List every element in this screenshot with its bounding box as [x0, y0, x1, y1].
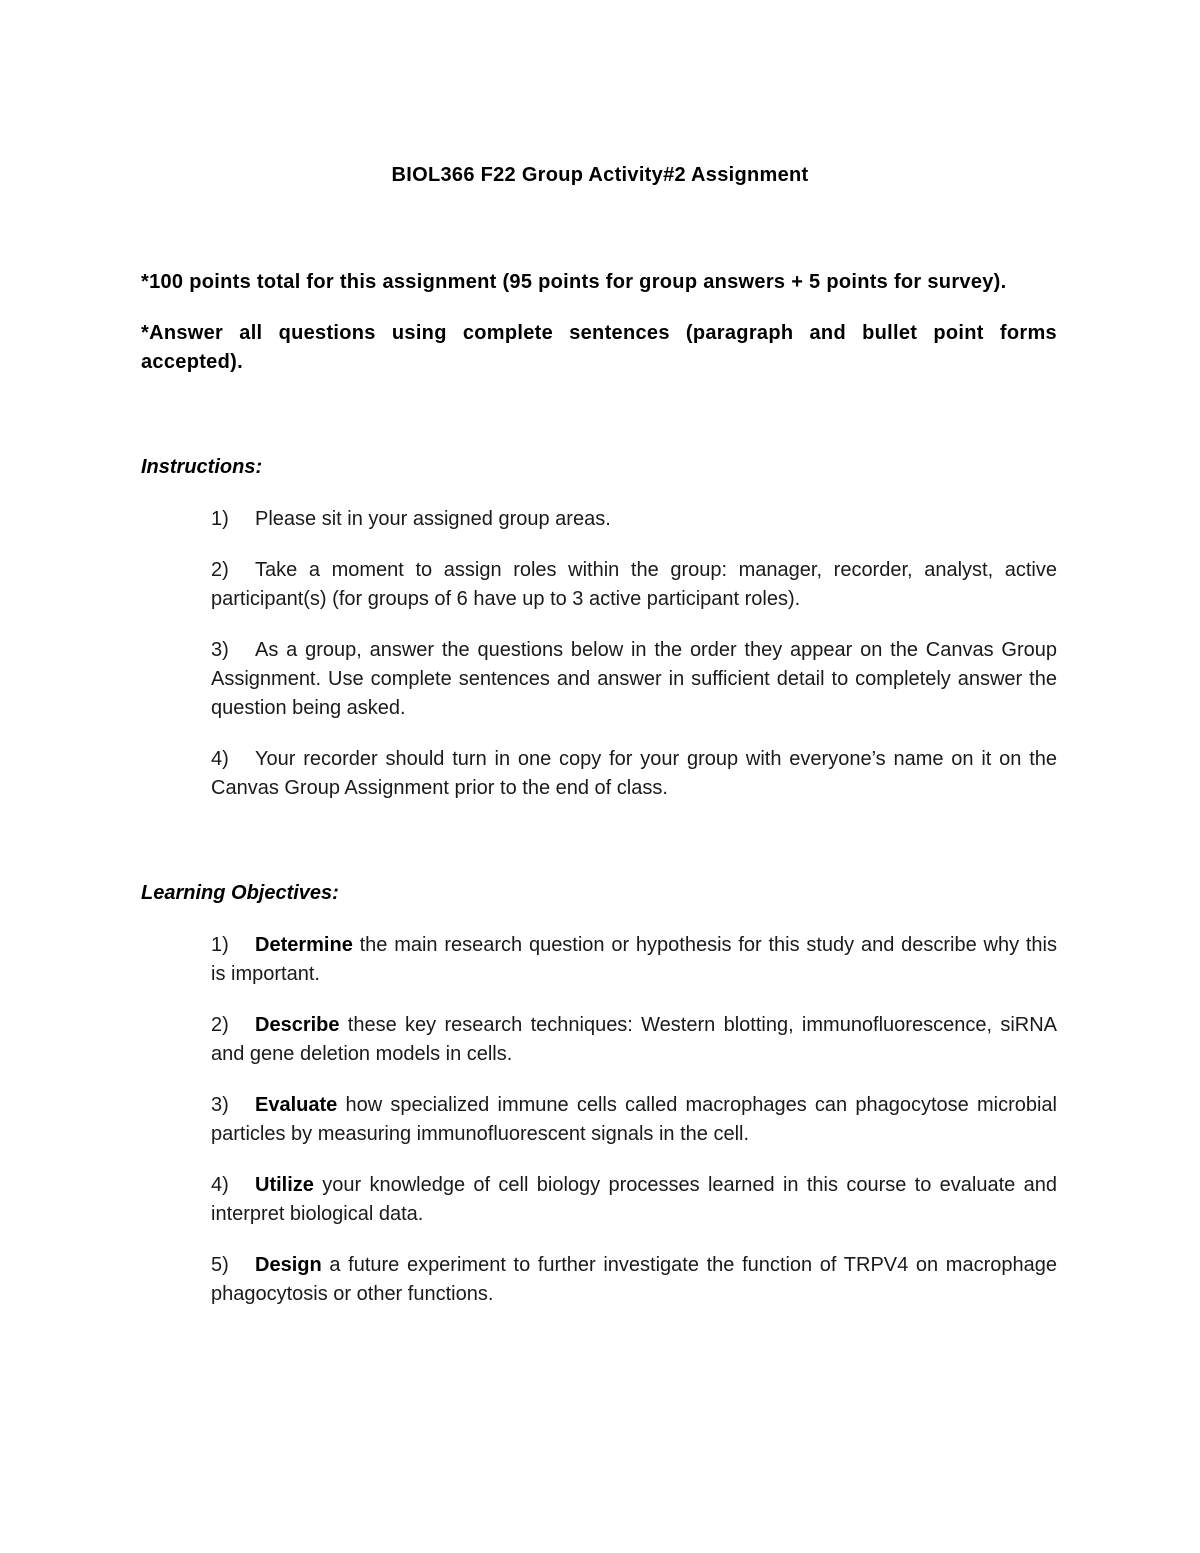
instructions-section	[141, 453, 1057, 825]
points-note: *100 points total for this assignment (95 points for group answers + 5 points for survey).	[141, 271, 1007, 293]
item-text: As a group, answer the questions below in the order they appear on the Canvas Group Assignment. Use complete sentences and answer in sufficient detail to completely answer the question being asked.	[211, 639, 1057, 719]
instruction-item	[211, 556, 1057, 614]
item-text: these key research techniques: Western blotting, immunofluorescence, siRNA and gene deletion models in cells.	[211, 1014, 1057, 1065]
item-number: 5)	[211, 1254, 229, 1276]
item-text: a future experiment to further investigate the function of TRPV4 on macrophage phagocytosis or other functions.	[211, 1254, 1057, 1305]
instruction-item	[211, 505, 1057, 534]
objective-keyword: Design	[255, 1254, 322, 1276]
instruction-item	[211, 636, 1057, 723]
item-number: 1)	[211, 508, 229, 530]
answer-format-note: *Answer all questions using complete sentences (paragraph and bullet point forms accepted).	[141, 322, 1057, 373]
item-number: 4)	[211, 1174, 229, 1196]
objective-keyword: Determine	[255, 934, 353, 956]
item-text: Take a moment to assign roles within the group: manager, recorder, analyst, active participant(s) (for groups of 6 have up to 3 active participant roles).	[211, 559, 1057, 610]
instruction-item	[211, 745, 1057, 803]
objective-keyword: Utilize	[255, 1174, 314, 1196]
instructions-list	[141, 505, 1057, 803]
objective-item	[211, 1011, 1057, 1069]
item-number: 3)	[211, 639, 229, 661]
item-number: 1)	[211, 934, 229, 956]
learning-objectives-list	[141, 931, 1057, 1309]
document-title: BIOL366 F22 Group Activity#2 Assignment	[391, 164, 809, 186]
learning-objectives-heading: Learning Objectives:	[141, 882, 339, 904]
item-text: your knowledge of cell biology processes learned in this course to evaluate and interpret biological data.	[211, 1174, 1057, 1225]
objective-keyword: Evaluate	[255, 1094, 338, 1116]
item-text: Your recorder should turn in one copy for your group with everyone’s name on it on the Canvas Group Assignment prior to the end of class.	[211, 748, 1057, 799]
objective-item	[211, 1171, 1057, 1229]
objective-item	[211, 931, 1057, 989]
item-text: Please sit in your assigned group areas.	[255, 508, 611, 530]
item-number: 4)	[211, 748, 229, 770]
item-text: the main research question or hypothesis for this study and describe why this is important.	[211, 934, 1057, 985]
instructions-heading: Instructions:	[141, 456, 263, 478]
objective-item	[211, 1091, 1057, 1149]
objective-keyword: Describe	[255, 1014, 340, 1036]
item-text: how specialized immune cells called macrophages can phagocytose microbial particles by measuring immunofluorescent signals in the cell.	[211, 1094, 1057, 1145]
item-number: 2)	[211, 559, 229, 581]
item-number: 3)	[211, 1094, 229, 1116]
assignment-notes	[141, 268, 1057, 399]
objective-item	[211, 1251, 1057, 1309]
item-number: 2)	[211, 1014, 229, 1036]
learning-objectives-section	[141, 879, 1057, 1331]
